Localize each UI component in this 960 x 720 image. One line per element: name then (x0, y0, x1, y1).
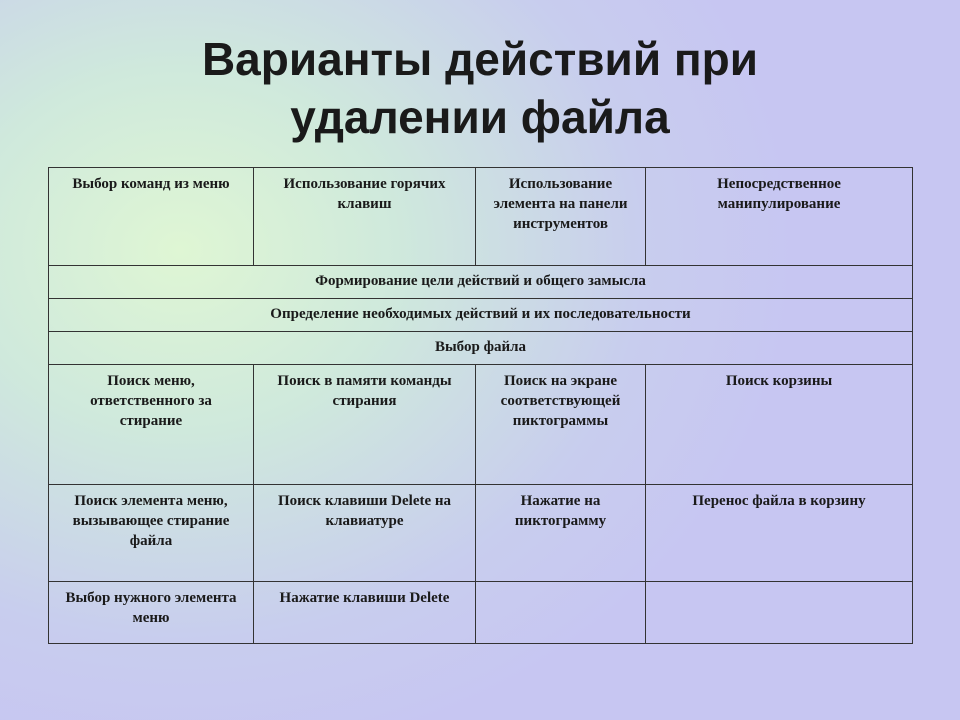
header-cell-toolbar: Использование элемента на панели инструментов (476, 168, 646, 266)
header-cell-direct-manipulation: Непосредственное манипулирование (646, 168, 913, 266)
table-row (49, 365, 913, 485)
table-cell (646, 582, 913, 644)
table-span-row (49, 332, 913, 365)
table-cell: Выбор нужного элемента меню (49, 582, 254, 644)
table-cell: Поиск в памяти команды стирания (254, 365, 476, 485)
header-cell-hotkeys: Использование горячих клавиш (254, 168, 476, 266)
table-cell: Поиск корзины (646, 365, 913, 485)
table-span-row (49, 266, 913, 299)
table-cell: Поиск меню, ответственного за стирание (49, 365, 254, 485)
table-row (49, 485, 913, 582)
slide-title (90, 30, 870, 146)
table-cell (476, 582, 646, 644)
table-cell: Поиск на экране соответствующей пиктограммы (476, 365, 646, 485)
table-span-row (49, 299, 913, 332)
slide-title-line-2: удалении файла (290, 91, 670, 143)
span-cell-file-select: Выбор файла (49, 332, 913, 365)
table-cell: Перенос файла в корзину (646, 485, 913, 582)
table-header-row (49, 168, 913, 266)
slide-title-line-1: Варианты действий при (201, 33, 759, 85)
table-cell: Нажатие на пиктограмму (476, 485, 646, 582)
table-cell: Поиск клавиши Delete на клавиатуре (254, 485, 476, 582)
table-cell: Нажатие клавиши Delete (254, 582, 476, 644)
span-cell-actions: Определение необходимых действий и их последовательности (49, 299, 913, 332)
span-cell-goal: Формирование цели действий и общего замысла (49, 266, 913, 299)
actions-table (48, 167, 913, 644)
header-cell-menu: Выбор команд из меню (49, 168, 254, 266)
table-cell: Поиск элемента меню, вызывающее стирание файла (49, 485, 254, 582)
table-row (49, 582, 913, 644)
